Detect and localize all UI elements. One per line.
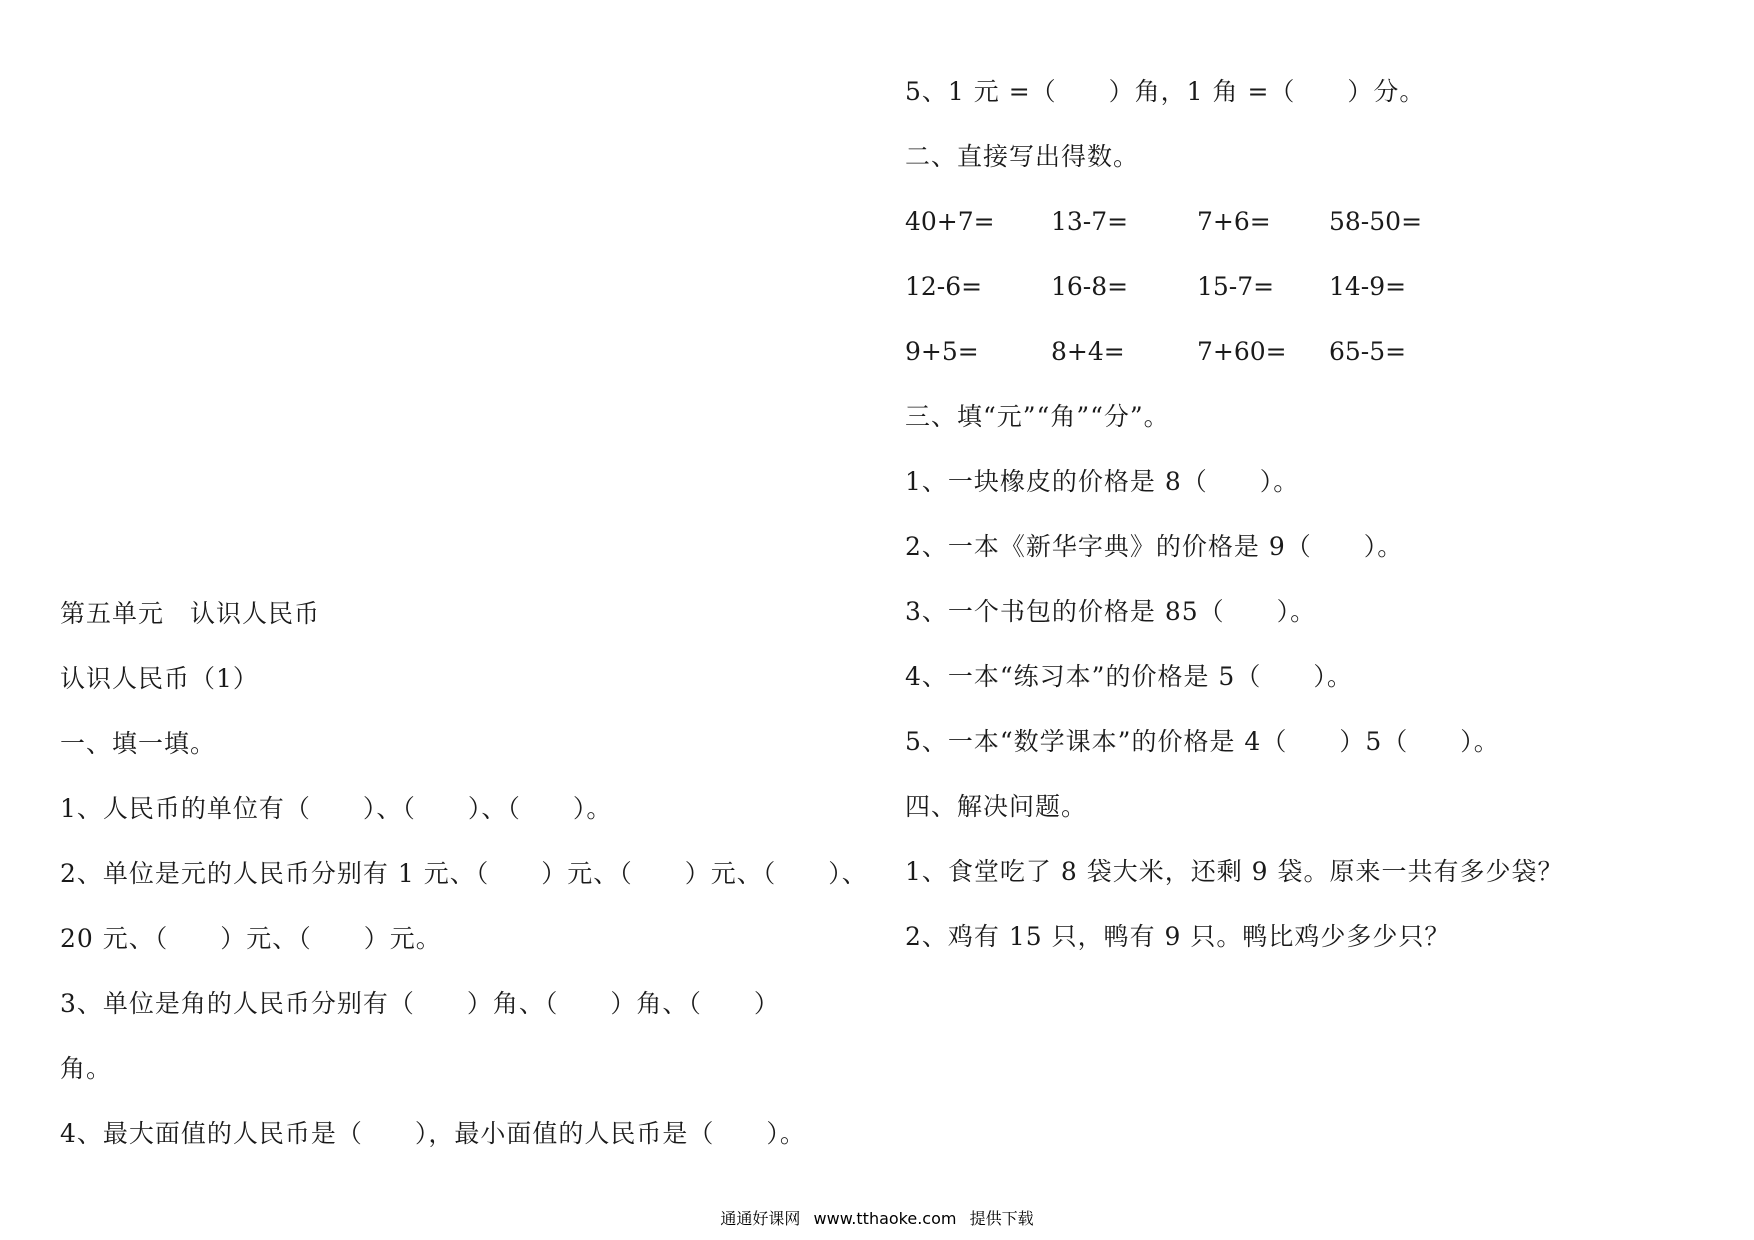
units-question-3: 3、一个书包的价格是 85（ ）。 — [905, 597, 1317, 626]
footer-note: 提供下载 — [969, 1209, 1034, 1228]
arithmetic-item: 14-9= — [1329, 272, 1407, 301]
lesson-title: 认识人民币（1） — [60, 664, 259, 693]
section-arithmetic-heading: 二、直接写出得数。 — [905, 142, 1140, 171]
units-question-1: 1、一块橡皮的价格是 8（ ）。 — [905, 467, 1300, 496]
units-question-4: 4、一本“练习本”的价格是 5（ ）。 — [905, 662, 1353, 691]
question-3-line-2: 角。 — [60, 1054, 113, 1083]
arithmetic-item: 13-7= — [1051, 207, 1129, 236]
question-2-line-1: 2、单位是元的人民币分别有 1 元、（ ）元、（ ）元、（ ）、 — [60, 859, 868, 888]
arithmetic-item: 7+60= — [1197, 337, 1287, 366]
footer-url[interactable]: www.tthaoke.com — [813, 1209, 957, 1228]
arithmetic-row — [905, 270, 1725, 304]
question-4: 4、最大面值的人民币是（ ），最小面值的人民币是（ ）。 — [60, 1119, 806, 1148]
question-2-line-2: 20 元、（ ）元、（ ）元。 — [60, 924, 442, 953]
arithmetic-item: 7+6= — [1197, 207, 1271, 236]
units-question-2: 2、一本《新华字典》的价格是 9（ ）。 — [905, 532, 1404, 561]
question-3-line-1: 3、单位是角的人民币分别有（ ）角、（ ）角、（ ） — [60, 989, 780, 1018]
arithmetic-item: 12-6= — [905, 272, 983, 301]
problem-1: 1、食堂吃了 8 袋大米，还剩 9 袋。原来一共有多少袋？ — [905, 857, 1564, 886]
section-fill-in-heading: 一、填一填。 — [60, 729, 217, 758]
arithmetic-item: 40+7= — [905, 207, 995, 236]
section-units-heading: 三、填“元”“角”“分”。 — [905, 402, 1170, 431]
arithmetic-item: 9+5= — [905, 337, 979, 366]
arithmetic-row — [905, 335, 1725, 369]
arithmetic-item: 16-8= — [1051, 272, 1129, 301]
arithmetic-item: 15-7= — [1197, 272, 1275, 301]
problem-2: 2、鸡有 15 只，鸭有 9 只。鸭比鸡少多少只？ — [905, 922, 1451, 951]
question-1: 1、人民币的单位有（ ）、（ ）、（ ）。 — [60, 794, 613, 823]
arithmetic-item: 58-50= — [1329, 207, 1423, 236]
question-5: 5、1 元 =（ ）角，1 角 =（ ）分。 — [905, 77, 1426, 106]
arithmetic-row — [905, 205, 1725, 239]
page-footer — [0, 1207, 1754, 1231]
unit-title: 第五单元 认识人民币 — [60, 599, 321, 628]
units-question-5: 5、一本“数学课本”的价格是 4（ ）5（ ）。 — [905, 727, 1500, 756]
section-problems-heading: 四、解决问题。 — [905, 792, 1088, 821]
arithmetic-item: 8+4= — [1051, 337, 1125, 366]
arithmetic-item: 65-5= — [1329, 337, 1407, 366]
footer-site-name: 通通好课网 — [720, 1209, 801, 1228]
